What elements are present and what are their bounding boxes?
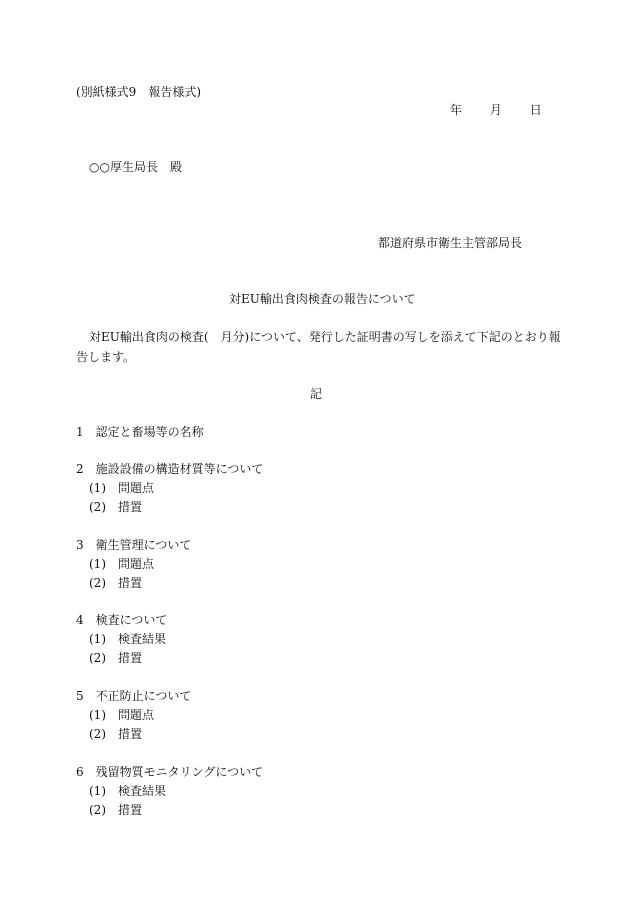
section-heading: 5 不正防止について xyxy=(76,689,192,703)
section-heading: 2 施設設備の構造材質等について xyxy=(76,462,264,476)
date-month: 月 xyxy=(489,103,502,117)
addressee: ○○厚生局長 殿 xyxy=(89,160,182,174)
section-item: (2) 措置 xyxy=(89,727,142,741)
date-year: 年 xyxy=(450,103,463,117)
section-item: (1) 問題点 xyxy=(89,708,154,722)
sender: 都道府県市衛生主管部局長 xyxy=(378,236,523,250)
date-line xyxy=(450,104,542,116)
section-item: (1) 問題点 xyxy=(89,481,154,495)
ki-label: 記 xyxy=(310,387,323,401)
section-item: (1) 検査結果 xyxy=(89,632,166,646)
date-day: 日 xyxy=(529,103,542,117)
section-item: (1) 検査結果 xyxy=(89,784,166,798)
section-heading: 4 検査について xyxy=(76,613,168,627)
section-heading: 3 衛生管理について xyxy=(76,538,192,552)
body-line-2: 告します。 xyxy=(76,350,136,364)
form-label: (別紙様式9 報告様式) xyxy=(76,85,201,99)
section-heading: 6 残留物質モニタリングについて xyxy=(76,765,264,779)
section-item: (2) 措置 xyxy=(89,500,142,514)
section-item: (2) 措置 xyxy=(89,651,142,665)
document-title: 対EU輸出食肉検査の報告について xyxy=(229,292,416,306)
body-line-1: 対EU輸出食肉の検査( 月分)について、発行した証明書の写しを添えて下記のとおり報 xyxy=(89,330,561,344)
section-item: (1) 問題点 xyxy=(89,557,154,571)
section-item: (2) 措置 xyxy=(89,803,142,817)
section-heading: 1 認定と畜場等の名称 xyxy=(76,425,204,439)
section-item: (2) 措置 xyxy=(89,576,142,590)
